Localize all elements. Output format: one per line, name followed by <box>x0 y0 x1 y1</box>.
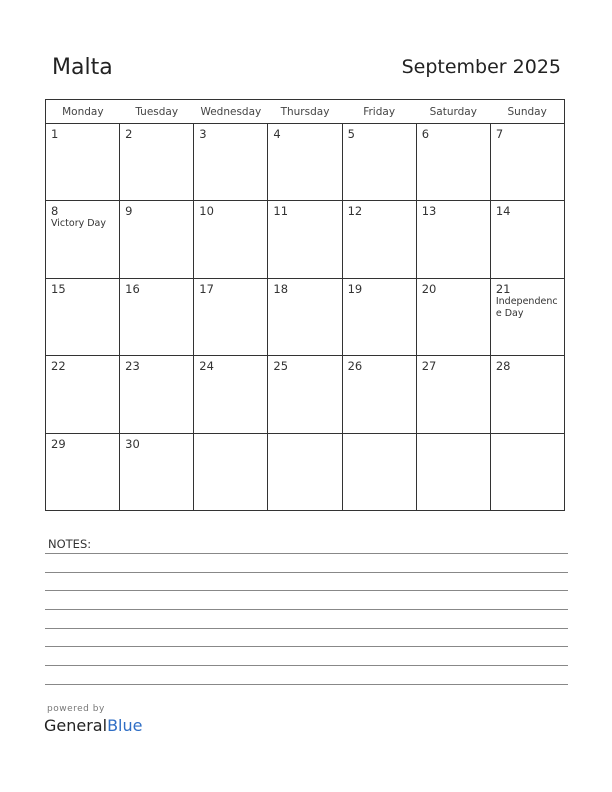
day-number: 20 <box>421 281 437 296</box>
brand-general: General <box>44 716 108 735</box>
calendar-grid <box>45 99 565 511</box>
day-cell <box>490 433 564 510</box>
day-number: 4 <box>273 127 281 141</box>
day-cell <box>490 356 564 433</box>
day-cell <box>416 356 490 433</box>
day-number: 12 <box>347 204 363 219</box>
day-cell <box>490 201 564 278</box>
day-cell <box>416 124 490 201</box>
day-number: 17 <box>199 281 214 296</box>
weekday-header: Tuesday <box>120 100 194 124</box>
notes-label: NOTES: <box>48 537 92 551</box>
day-number: 25 <box>273 359 289 374</box>
day-number: 6 <box>421 127 430 141</box>
day-cell <box>194 124 268 201</box>
day-number: 21 <box>495 281 511 296</box>
day-cell <box>268 278 342 355</box>
day-number: 16 <box>125 281 140 296</box>
day-number: 7 <box>495 127 504 141</box>
week-row <box>46 433 565 510</box>
day-number: 8 <box>51 204 59 219</box>
note-line <box>45 646 568 647</box>
weekday-header: Wednesday <box>194 100 268 124</box>
day-number: 29 <box>51 436 66 451</box>
weekday-header: Monday <box>46 100 120 124</box>
weekday-header: Thursday <box>268 100 342 124</box>
day-cell <box>120 356 194 433</box>
day-cell <box>490 124 564 201</box>
day-cell <box>194 201 268 278</box>
day-number: 5 <box>347 127 355 141</box>
day-cell <box>46 356 120 433</box>
day-number: 15 <box>51 281 66 296</box>
week-row <box>46 278 565 355</box>
brand-logo <box>44 716 142 735</box>
day-cell <box>268 433 342 510</box>
day-cell <box>120 201 194 278</box>
day-number: 28 <box>495 359 511 374</box>
day-number: 26 <box>347 359 363 374</box>
powered-by-text: powered by <box>47 704 105 714</box>
day-number: 3 <box>199 127 207 141</box>
day-cell <box>194 433 268 510</box>
day-cell <box>342 124 416 201</box>
day-number: 22 <box>51 359 66 374</box>
day-cell <box>46 201 120 278</box>
day-number: 24 <box>199 359 214 374</box>
day-cell <box>120 124 194 201</box>
week-row <box>46 201 565 278</box>
day-cell <box>120 278 194 355</box>
day-number: 19 <box>347 281 363 296</box>
weekday-header: Sunday <box>490 100 564 124</box>
country-title: Malta <box>52 55 113 80</box>
note-line <box>45 665 568 666</box>
day-cell <box>46 278 120 355</box>
day-cell <box>416 201 490 278</box>
holiday-label: Victory Day <box>51 218 106 230</box>
weekday-header: Saturday <box>416 100 490 124</box>
note-line <box>45 628 568 629</box>
day-number: 18 <box>273 281 289 296</box>
day-cell <box>490 278 564 355</box>
day-cell <box>268 201 342 278</box>
day-number: 9 <box>125 204 133 219</box>
day-number: 13 <box>421 204 437 219</box>
note-line <box>45 553 568 554</box>
day-cell <box>342 356 416 433</box>
week-row <box>46 124 565 201</box>
day-cell <box>46 124 120 201</box>
day-cell <box>194 356 268 433</box>
day-number: 10 <box>199 204 214 219</box>
day-cell <box>46 433 120 510</box>
weekday-header: Friday <box>342 100 416 124</box>
day-cell <box>268 356 342 433</box>
note-line <box>45 572 568 573</box>
holiday-label: Independence Day <box>495 295 558 319</box>
day-cell <box>120 433 194 510</box>
day-cell <box>194 278 268 355</box>
day-number: 11 <box>273 204 289 219</box>
day-cell <box>416 433 490 510</box>
day-cell <box>342 278 416 355</box>
day-number: 2 <box>125 127 133 141</box>
day-cell <box>268 124 342 201</box>
weekday-header-row <box>46 100 565 124</box>
day-number: 30 <box>125 436 140 451</box>
day-number: 27 <box>421 359 437 374</box>
note-line <box>45 590 568 591</box>
day-cell <box>342 433 416 510</box>
day-number: 23 <box>125 359 140 374</box>
brand-blue: Blue <box>107 716 143 735</box>
day-number: 1 <box>51 127 59 141</box>
day-number: 14 <box>495 204 511 219</box>
calendar-body <box>46 124 565 511</box>
week-row <box>46 356 565 433</box>
day-cell <box>416 278 490 355</box>
note-line <box>45 609 568 610</box>
day-cell <box>342 201 416 278</box>
month-title: September 2025 <box>401 56 561 78</box>
note-line <box>45 684 568 685</box>
